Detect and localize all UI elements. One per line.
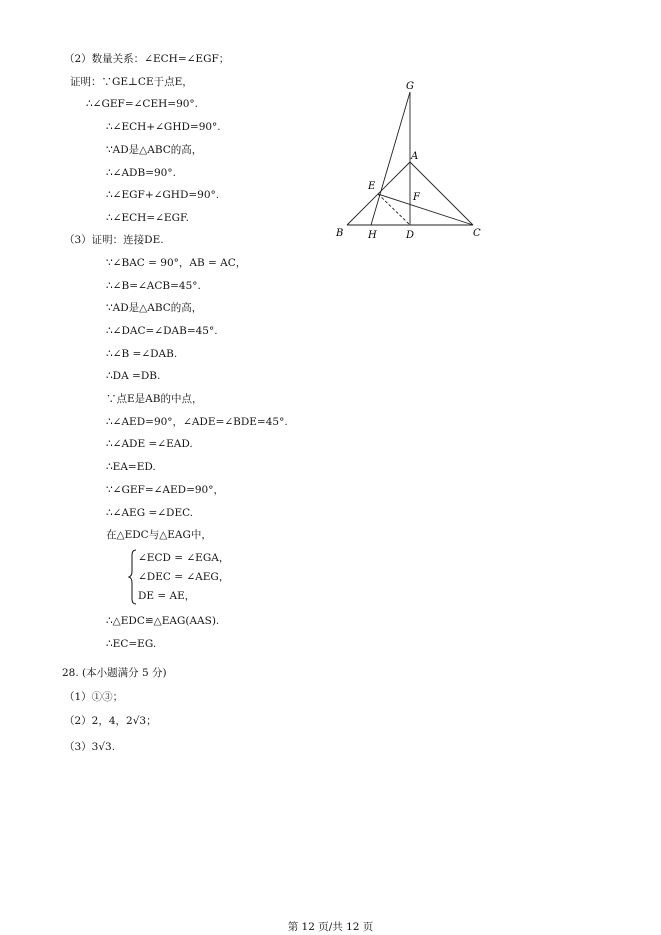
proof-line: ∴∠EGF+∠GHD=90°.: [106, 189, 220, 201]
equation-system: [128, 549, 268, 605]
page-footer: 第 12 页/共 12 页: [287, 921, 374, 933]
system-line: ∠DEC = ∠AEG，: [138, 571, 230, 583]
label-F: F: [413, 192, 420, 203]
label-C: C: [473, 228, 481, 239]
proof-line: ∴∠AED=90°，∠ADE=∠BDE=45°.: [106, 416, 288, 428]
label-E: E: [368, 181, 376, 192]
answer-line: （3）3√3.: [64, 741, 116, 753]
proof-line: ∴∠ADE =∠EAD.: [106, 438, 193, 450]
proof-line: ∴∠DAC=∠DAB=45°.: [106, 325, 218, 337]
segment-ED: [378, 194, 410, 225]
proof-line: ∴EA=ED.: [106, 461, 156, 473]
answer-line: （2）2，4，2√3；: [64, 715, 157, 727]
proof-line: ∵点E是AB的中点，: [106, 393, 203, 405]
proof-line: ∴∠B =∠DAB.: [106, 348, 178, 360]
proof-line: ∴∠B=∠ACB=45°.: [106, 280, 201, 292]
proof-line: 证明：∵GE⊥CE于点E，: [70, 76, 193, 88]
left-brace-icon: [128, 549, 138, 605]
label-A: A: [411, 151, 419, 162]
geometry-figure: [330, 80, 500, 250]
system-line: DE = AE，: [138, 590, 196, 602]
proof-line: ∴∠GEF=∠CEH=90°.: [86, 98, 199, 110]
proof-line: ∵AD是△ABC的高，: [106, 302, 203, 314]
segment-EC: [378, 194, 473, 225]
system-line: ∠ECD = ∠EGA，: [138, 552, 230, 564]
proof-line: ∴∠ECH+∠GHD=90°.: [106, 121, 221, 133]
proof-line: ∴∠ADB=90°.: [106, 167, 176, 179]
label-D: D: [406, 230, 415, 241]
label-H: H: [368, 230, 377, 241]
part3-heading: （3）证明：连接DE.: [64, 234, 164, 246]
proof-line: ∴DA =DB.: [106, 370, 161, 382]
label-B: B: [336, 228, 344, 239]
label-G: G: [406, 81, 414, 92]
question-28-heading: 28. (本小题满分 5 分): [62, 667, 167, 679]
answer-line: （1）①③；: [64, 691, 124, 703]
proof-line: ∴∠ECH=∠EGF.: [106, 212, 189, 224]
segment-GH: [371, 92, 410, 225]
proof-line: 在△EDC与△EAG中，: [106, 529, 212, 541]
proof-line: ∴∠AEG =∠DEC.: [106, 507, 194, 519]
proof-line: ∵∠GEF=∠AED=90°，: [106, 484, 224, 496]
part2-heading: （2）数量关系：∠ECH=∠EGF；: [64, 53, 230, 65]
proof-line: ∵AD是△ABC的高，: [106, 144, 203, 156]
proof-line: ∵∠BAC = 90°，AB = AC，: [106, 257, 247, 269]
proof-line: ∴△EDC≌△EAG(AAS).: [106, 615, 220, 627]
proof-line: ∴EC=EG.: [106, 638, 157, 650]
